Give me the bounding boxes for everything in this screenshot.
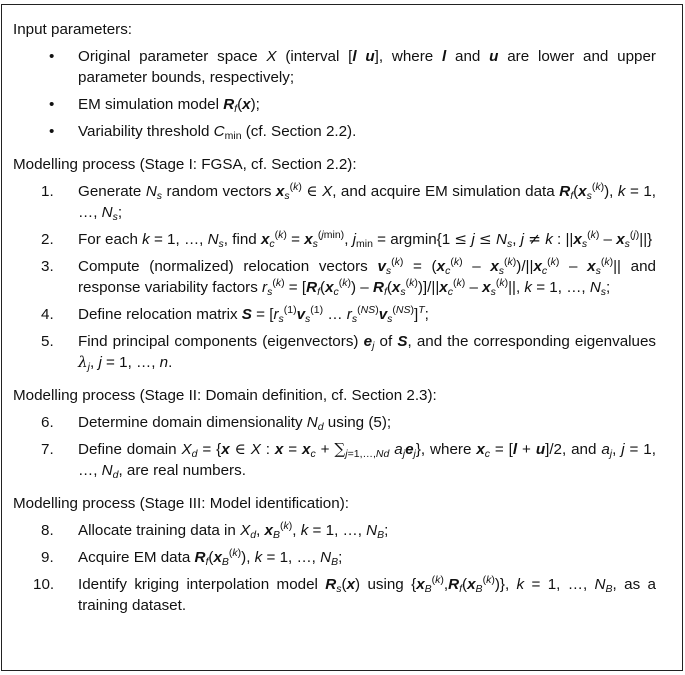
math-symbol: x — [242, 96, 251, 113]
text: Variability threshold — [78, 123, 214, 140]
section-title: Input parameters: — [13, 21, 133, 38]
list-item: • EM simulation model $R_f(x)$; — [49, 96, 260, 115]
math-symbol: u — [365, 48, 375, 65]
math-symbol: u — [489, 48, 499, 65]
section-stage-1 — [13, 154, 656, 373]
list-item: 3. Compute (normalized) relocation vectors $v_s^{(k)} = (x_c^{(k)} - x_s^{(k)})/||x_c^{(k)} - x_s^{(k)}||$ and response variability factors $r_s^{(k)} = [R_f(x_c^{(k)}) - R_f(x_s^{(k)})]/||x_c^{(k)} - x_s^{(k)}||$, k = 1, …, $N_s$; — [41, 256, 656, 298]
list-item: 7. Define domain $X_d = \{x$ ∈ X : $x = x_c + \sum_{j=1,\dots,Nd}$ $a_je_j$}, where $x_c = [l + u]/2$, and $a_j$, j = 1, …, $N_d$, are real numbers. — [41, 440, 656, 481]
list-item: 6. Determine domain dimensionality $N_d$ using (5); — [41, 414, 392, 433]
step-number: 1. — [41, 183, 54, 200]
list-item — [13, 46, 656, 88]
section-input-parameters — [13, 19, 656, 142]
list-item: 9. Acquire EM data $R_f(x_B^{(k)})$, k = 1, …, $N_B$; — [41, 547, 343, 568]
bullet-icon: • — [49, 48, 55, 65]
list-item: 2. For each k = 1, …, $N_s$, find $x_c^{(k)} = x_s^{(jmin)}$, $j_{min} = argmin\{1 \le j \le N_s$, j ≠ k : $||x_s^{(k)} - x_s^{(j)}||$} — [41, 229, 653, 250]
math-subscript: f — [234, 103, 238, 115]
step-number: 5. — [41, 333, 54, 350]
list-item: 5. Find principal components (eigenvectors) $e_j$ of S, and the corresponding eigenvalues $\lambda_j$, j = 1, …, n. — [41, 333, 656, 373]
math-symbol: l — [352, 48, 357, 65]
section-title: Modelling process (Stage III: Model identification): — [13, 495, 349, 512]
step-number: 8. — [41, 522, 54, 539]
section-title: Modelling process (Stage I: FGSA, cf. Section 2.2): — [13, 156, 357, 173]
bullet-icon: • — [49, 123, 55, 140]
algorithm-box — [1, 4, 683, 671]
math-symbol: R — [223, 96, 235, 113]
math-subscript: min — [224, 130, 242, 142]
list-item: 8. Allocate training data in $X_d$, $x_B^{(k)}$, k = 1, …, $N_B$; — [41, 520, 389, 541]
list-item: 4. Define relocation matrix $S = [r_s^{(1)}v_s^{(1)}$ … $r_s^{(NS)}v_s^{(NS)}]^T$; — [41, 304, 429, 325]
step-number: 4. — [41, 306, 54, 323]
text: EM simulation model — [78, 96, 224, 113]
list-item: 10. Identify kriging interpolation model $R_s(x)$ using $\{x_B^{(k)},R_f(x_B^{(k)})\}$, k = 1, …, $N_B$, as a training dataset. — [33, 574, 656, 614]
list-item — [13, 121, 656, 142]
section-stage-2 — [13, 385, 656, 481]
list-item: 1. Generate $N_s$ random vectors $x_s^{(k)}$ ∈ X, and acquire EM simulation data $R_f(x_s^{(k)})$, k = 1, …, $N_s$; — [41, 181, 656, 223]
step-number: 9. — [41, 549, 54, 566]
text: ], where — [374, 48, 443, 65]
section-stage-3 — [13, 493, 656, 616]
text: (cf. Section 2.2). — [241, 123, 357, 140]
bullet-icon: • — [49, 96, 55, 113]
step-number: 7. — [41, 441, 54, 458]
math-symbol: X — [266, 48, 277, 65]
step-number: 6. — [41, 414, 54, 431]
text: ; — [255, 96, 260, 113]
text: (interval [ — [276, 48, 353, 65]
math-symbol: l — [442, 48, 447, 65]
section-title: Modelling process (Stage II: Domain definition, cf. Section 2.3): — [13, 387, 437, 404]
text: are lower and upper parameter bounds, respectively; — [78, 48, 656, 86]
text: and — [446, 48, 490, 65]
step-number: 2. — [41, 231, 54, 248]
math-symbol: C — [213, 123, 225, 140]
text: Original parameter space — [78, 48, 267, 65]
step-number: 10. — [33, 576, 55, 593]
step-number: 3. — [41, 258, 54, 275]
